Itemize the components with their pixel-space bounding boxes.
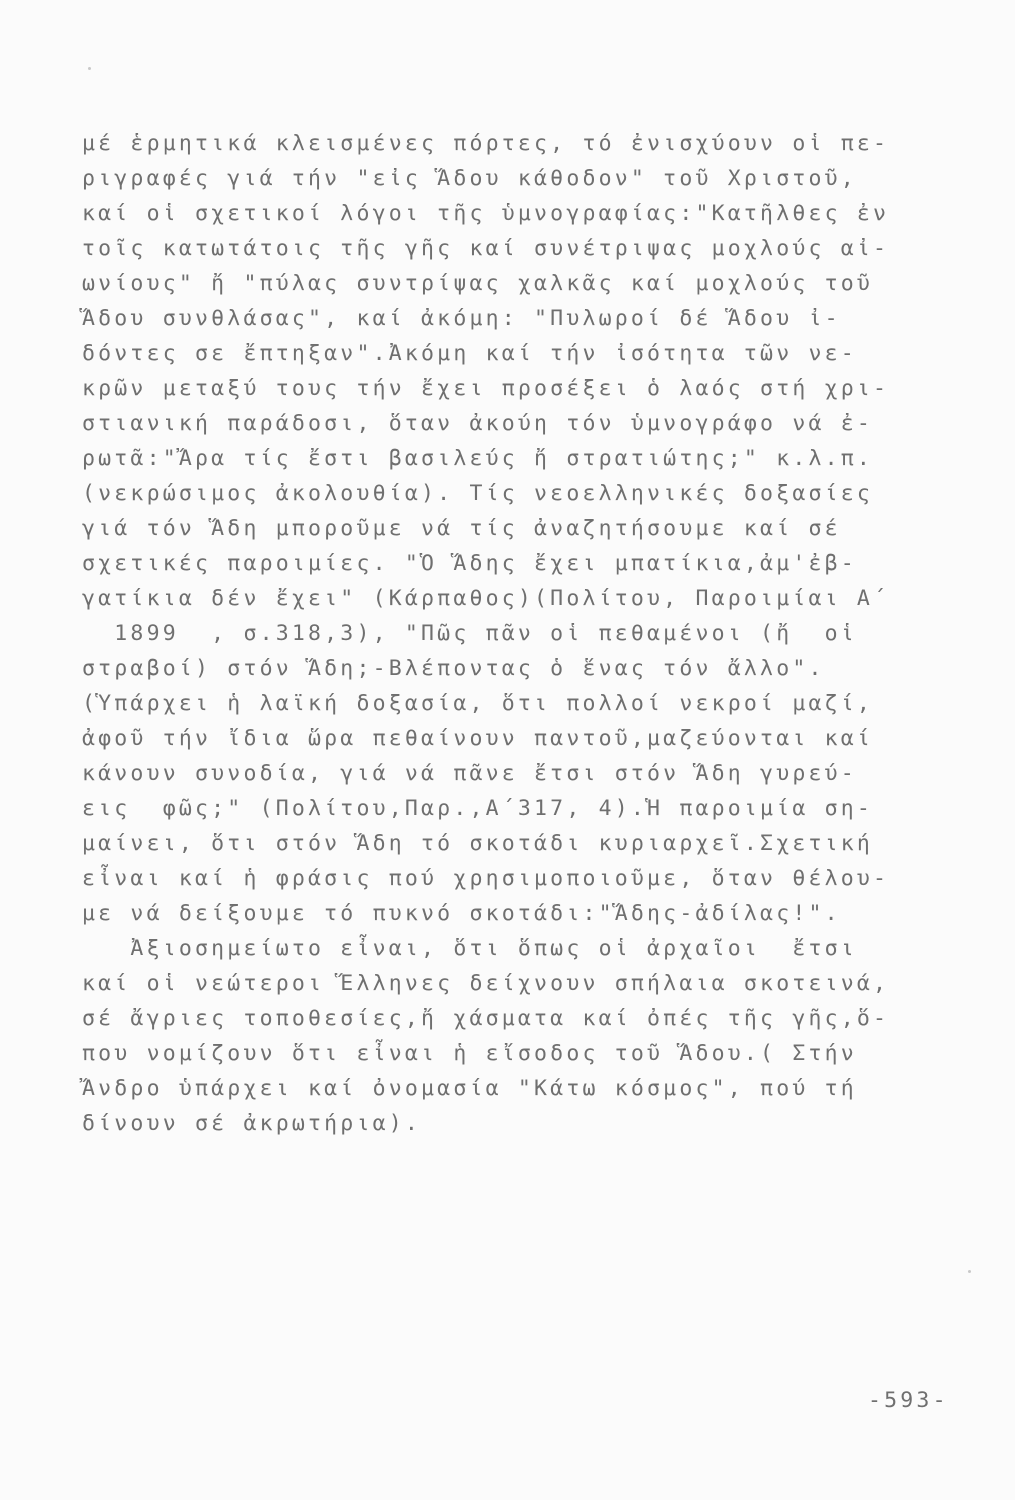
text-line: εἶναι καί ἡ φράσις πού χρησιμοποιοῦμε, ὅταν θέλου-	[82, 866, 890, 891]
body-text	[82, 126, 957, 1141]
text-line: γιά τόν Ἅδη μποροῦμε νά τίς ἀναζητήσουμε καί σέ	[82, 516, 841, 541]
text-line: κρῶν μεταξύ τους τήν ἔχει προσέξει ὁ λαός στή χρι-	[82, 376, 890, 401]
text-line: εις φῶς;" (Πολίτου,Παρ.,Α΄317, 4).Ἡ παροιμία ση-	[82, 796, 874, 821]
text-line: Ἀξιοσημείωτο εἶναι, ὅτι ὅπως οἱ ἀρχαῖοι ἔτσι	[82, 936, 857, 961]
text-line: με νά δείξουμε τό πυκνό σκοτάδι:"Ἅδης-ἀδίλας!".	[82, 901, 841, 926]
text-line: σχετικές παροιμίες. "Ὁ Ἅδης ἔχει μπατίκια,ἀμ'ἐβ-	[82, 551, 857, 576]
text-line: μέ ἑρμητικά κλεισμένες πόρτες, τό ἐνισχύουν οἱ πε-	[82, 131, 890, 156]
text-line: τοῖς κατωτάτοις τῆς γῆς καί συνέτριψας μοχλούς αἰ-	[82, 236, 890, 261]
text-line: γατίκια δέν ἔχει" (Κάρπαθος)(Πολίτου, Παροιμίαι Α΄	[82, 586, 890, 611]
text-line: ρωτᾶ:"Ἄρα τίς ἔστι βασιλεύς ἤ στρατιώτης;" κ.λ.π.	[82, 446, 874, 471]
text-line: Ἅδου συνθλάσας", καί ἀκόμη: "Πυλωροί δέ Ἅδου ἰ-	[82, 306, 841, 331]
text-line: 1899 , σ.318,3), "Πῶς πᾶν οἱ πεθαμένοι (ἤ οἱ	[82, 621, 857, 646]
text-line: (νεκρώσιμος ἀκολουθία). Τίς νεοελληνικές δοξασίες	[82, 481, 874, 506]
text-line: (Ὑπάρχει ἡ λαϊκή δοξασία, ὅτι πολλοί νεκροί μαζί,	[82, 691, 874, 716]
scan-speck	[968, 1270, 971, 1273]
page-number: -593-	[868, 1388, 949, 1413]
text-line: που νομίζουν ὅτι εἶναι ἡ εἴσοδος τοῦ Ἅδου.( Στήν	[82, 1041, 857, 1066]
text-line: καί οἱ νεώτεροι Ἕλληνες δείχνουν σπήλαια σκοτεινά,	[82, 971, 890, 996]
text-line: Ἄνδρο ὑπάρχει καί ὀνομασία "Κάτω κόσμος", πού τή	[82, 1076, 857, 1101]
text-line: καί οἱ σχετικοί λόγοι τῆς ὑμνογραφίας:"Κατῆλθες ἐν	[82, 201, 890, 226]
text-line: σέ ἄγριες τοποθεσίες,ἤ χάσματα καί ὀπές τῆς γῆς,ὅ-	[82, 1006, 890, 1031]
text-line: ἀφοῦ τήν ἴδια ὥρα πεθαίνουν παντοῦ,μαζεύονται καί	[82, 726, 874, 751]
text-line: στιανική παράδοσι, ὅταν ἀκούη τόν ὑμνογράφο νά ἐ-	[82, 411, 874, 436]
text-line: ριγραφές γιά τήν "εἰς Ἅδου κάθοδον" τοῦ Χριστοῦ,	[82, 166, 857, 191]
text-line: κάνουν συνοδία, γιά νά πᾶνε ἔτσι στόν Ἅδη γυρεύ-	[82, 761, 857, 786]
text-line: μαίνει, ὅτι στόν Ἅδη τό σκοτάδι κυριαρχεῖ.Σχετική	[82, 831, 874, 856]
text-line: δόντες σε ἔπτηξαν".Ἀκόμη καί τήν ἰσότητα τῶν νε-	[82, 341, 857, 366]
text-line: στραβοί) στόν Ἅδη;-Βλέποντας ὁ ἕνας τόν ἄλλο".	[82, 656, 825, 681]
text-line: ωνίους" ἤ "πύλας συντρίψας χαλκᾶς καί μοχλούς τοῦ	[82, 271, 874, 296]
text-line: δίνουν σέ ἀκρωτήρια).	[82, 1111, 422, 1136]
scan-speck	[88, 67, 91, 70]
